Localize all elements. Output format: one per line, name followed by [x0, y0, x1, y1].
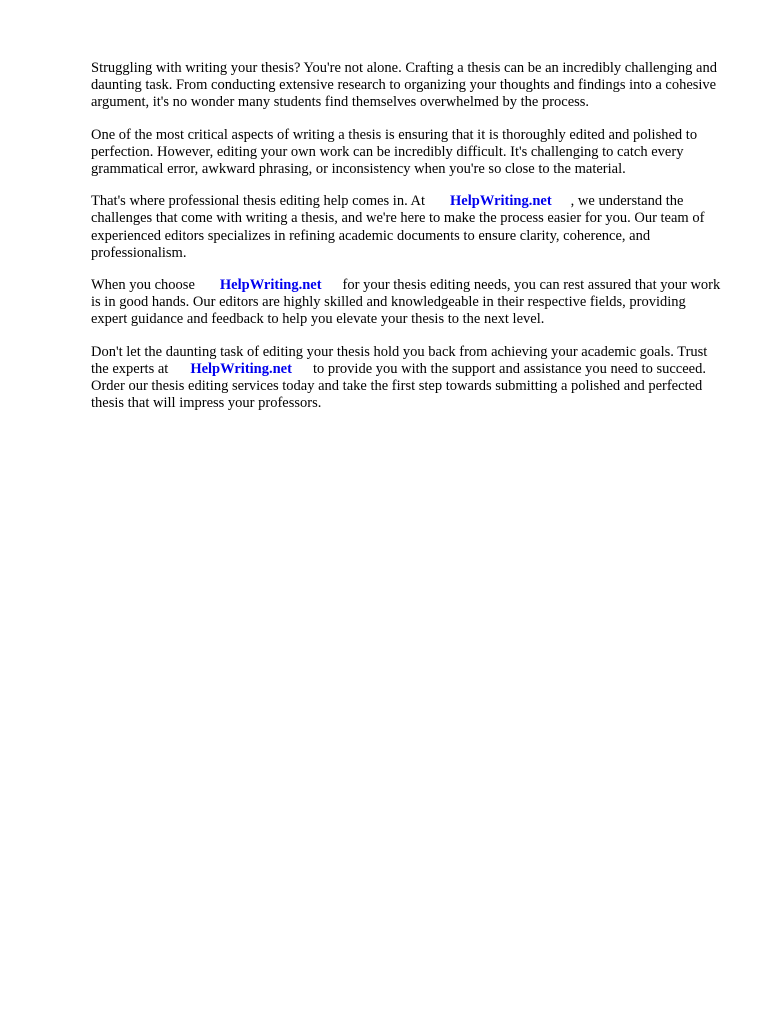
paragraph-text-after-link: to provide you with the support and assistance you need to succeed. Order our thesis editing services today and take the first step towards submitting a polished and perfected thesis that will impress your professors. [91, 360, 706, 412]
paragraph-editing-importance: One of the most critical aspects of writing a thesis is ensuring that it is thoroughly edited and polished to perfection. However, editing your own work can be incredibly difficult. It's challenging to catch every grammatical error, awkward phrasing, or inconsistency when you're so close to the material. [91, 126, 698, 178]
helpwriting-link[interactable]: HelpWriting.net [450, 193, 552, 210]
paragraph-text-before-link: When you choose [91, 277, 195, 294]
document-page [91, 60, 721, 427]
paragraph-professional-help [91, 193, 721, 262]
paragraph-text-after-link: , we understand the challenges that come with writing a thesis, and we're here to make the process easier for you. Our team of experienced editors specializes in refining academic documents to ensure clarity, coherence, and professionalism. [91, 193, 705, 261]
paragraph-choose-service [91, 277, 721, 329]
helpwriting-link[interactable]: HelpWriting.net [190, 360, 292, 377]
paragraph-call-to-action [91, 344, 721, 413]
paragraph-text-after-link: for your thesis editing needs, you can rest assured that your work is in good hands. Our editors are highly skilled and knowledgeable in their respective fields, providing expert guidance and feedback to help you elevate your thesis to the next level. [91, 277, 721, 328]
paragraph-text-before-link: That's where professional thesis editing help comes in. At [91, 193, 426, 210]
helpwriting-link[interactable]: HelpWriting.net [219, 277, 322, 294]
paragraph-intro: Struggling with writing your thesis? You're not alone. Crafting a thesis can be an incredibly challenging and daunting task. From conducting extensive research to organizing your thoughts and findings into a cohesive argument, it's no wonder many students find themselves overwhelmed by the process. [91, 60, 717, 111]
paragraph-text-before-link: Don't let the daunting task of editing your thesis hold you back from achieving your academic goals. Trust the experts at [91, 343, 708, 377]
